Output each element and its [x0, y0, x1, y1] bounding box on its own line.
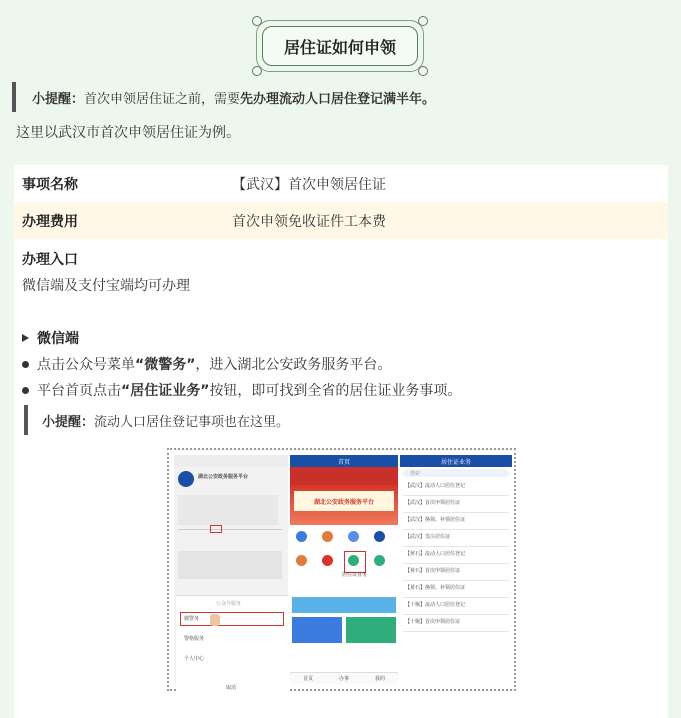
wechat-account-pane: 湖北公安政务服务平台 公众号服务 微警务 警格服务 个人中心 取消: [174, 455, 288, 684]
list-item: 【黄石】流动人口居住登记: [403, 547, 509, 564]
entry-heading: 办理入口: [22, 252, 78, 268]
reminder-box: [12, 82, 532, 112]
row-value: 首次申领免收证件工本费: [232, 213, 386, 230]
app-screenshot: [167, 448, 516, 691]
list-item: 【武汉】流动人口居住登记: [403, 479, 509, 496]
platform-home-pane: [290, 455, 398, 684]
reminder-emphasis: 先办理流动人口居住登记满半年。: [240, 91, 436, 107]
pane-header: 首页: [290, 455, 398, 467]
page-title: 居住证如何申领: [262, 26, 418, 66]
row-value: 【武汉】首次申领居住证: [232, 176, 386, 193]
row-key: 事项名称: [22, 176, 78, 193]
table-row: [14, 165, 668, 202]
list-item: 点击公众号菜单 “微警务” ，进入湖北公安政务服务平台。: [22, 354, 391, 374]
reminder-label: 小提醒：: [42, 414, 95, 430]
wechat-heading: 微信端: [22, 328, 79, 348]
list-item: 【十堰】首次申领居住证: [403, 615, 509, 632]
list-item: 【黄石】换领、补领居住证: [403, 581, 509, 598]
triangle-icon: [22, 334, 29, 342]
title-badge: [256, 20, 424, 72]
reminder-label: 小提醒：: [32, 91, 85, 107]
row-key: 办理费用: [22, 213, 78, 230]
intro-text: 这里以武汉市首次申领居住证为例。: [16, 125, 240, 141]
menu-item-wjw: 微警务: [184, 616, 200, 622]
reminder-text: 首次申领居住证之前，需要: [84, 91, 241, 107]
list-item: 【武汉】签注居住证: [403, 530, 509, 547]
search-input: 搜索: [410, 471, 421, 477]
reminder-box-2: [24, 405, 289, 435]
list-item: 【十堰】流动人口居住登记: [403, 598, 509, 615]
menu-item-personal: 个人中心: [184, 656, 205, 662]
police-badge-icon: [178, 471, 194, 487]
pane-header: 居住证业务: [400, 455, 512, 467]
bullet-icon: [22, 361, 29, 368]
list-item: 【黄石】首次申领居住证: [403, 564, 509, 581]
reminder-text: 流动人口居住登记事项也在这里。: [94, 414, 290, 430]
cancel-label: 取消: [226, 685, 237, 691]
service-label: 居住证业务: [342, 572, 368, 578]
table-row: [14, 202, 668, 239]
menu-item-service: 警格服务: [184, 636, 205, 642]
entry-text: 微信端及支付宝端均可办理: [22, 278, 190, 294]
tap-hand-icon: [210, 614, 220, 626]
tab-mine: 我的: [374, 676, 385, 682]
account-name: 湖北公安政务服务平台: [198, 474, 249, 480]
banner: 湖北公安政务服务平台: [294, 491, 394, 511]
content-card: [14, 165, 668, 718]
tab-service: 办事: [338, 676, 349, 682]
residence-list-pane: [400, 455, 512, 684]
list-item: 【武汉】换领、补领居住证: [403, 513, 509, 530]
bullet-icon: [22, 387, 29, 394]
list-item: 【武汉】首次申领居住证: [403, 496, 509, 513]
tab-home: 首页: [302, 676, 313, 682]
list-item: 平台首页点击 “居住证业务” 按钮，即可找到全省的居住证业务事项。: [22, 380, 461, 400]
